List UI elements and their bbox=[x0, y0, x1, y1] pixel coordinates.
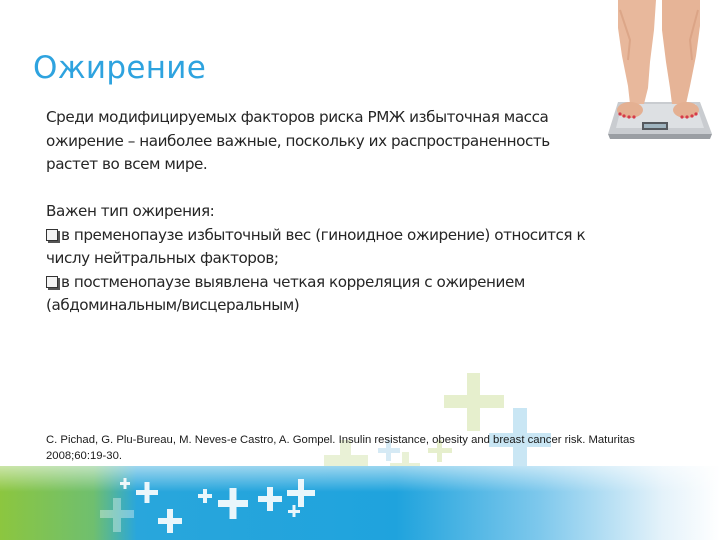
bullet-item bbox=[46, 224, 666, 248]
paragraph-gap bbox=[46, 177, 666, 201]
checkbox-bullet-icon bbox=[46, 229, 58, 241]
intro-line: Среди модифицируемых факторов риска РМЖ избыточная масса bbox=[46, 108, 549, 126]
slide-body bbox=[46, 106, 666, 318]
bullet-item bbox=[46, 271, 666, 295]
plus-icon bbox=[444, 373, 504, 431]
intro-line: растет во всем мире. bbox=[46, 155, 208, 173]
slide-title: Ожирение bbox=[33, 50, 207, 86]
reference-line: 2008;60:19-30. bbox=[46, 450, 123, 462]
bullet-continuation: числу нейтральных факторов; bbox=[46, 249, 279, 267]
reference-citation bbox=[46, 432, 686, 464]
bullet-text: в постменопаузе выявлена четкая корреляция с ожирением bbox=[61, 272, 525, 291]
subheading: Важен тип ожирения: bbox=[46, 202, 215, 220]
bottom-decorative-band bbox=[0, 466, 720, 540]
intro-line: ожирение – наиболее важные, поскольку их распространенность bbox=[46, 131, 550, 150]
bullet-continuation: (абдоминальным/висцеральным) bbox=[46, 296, 300, 314]
bullet-text: в пременопаузе избыточный вес (гиноидное ожирение) относится к bbox=[61, 225, 586, 244]
reference-line: C. Pichad, G. Plu-Bureau, M. Neves-e Castro, A. Gompel. Insulin resistance, obesity and breast cancer risk. Maturitas bbox=[46, 434, 635, 446]
checkbox-bullet-icon bbox=[46, 276, 58, 288]
